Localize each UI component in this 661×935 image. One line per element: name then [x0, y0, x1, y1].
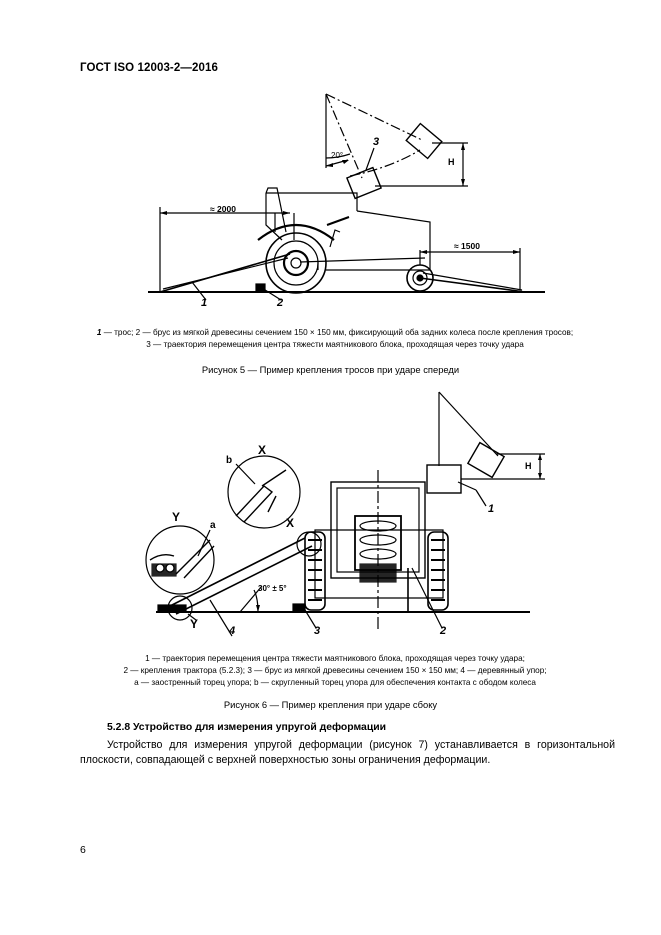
- fig6-callout-2: 2: [440, 625, 447, 637]
- fig6-callout-1: 1: [488, 503, 495, 515]
- fig5-height-label: H: [448, 157, 455, 167]
- fig6-legend-line1: 1 — траектория перемещения центра тяжести маятникового блока, проходящая через точку удара;: [145, 654, 525, 663]
- fig6-legend-line3: a — заостренный торец упора; b — скругленный торец упора для обеспечения контакта с ободом колеса: [134, 678, 536, 687]
- section-heading: 5.2.8 Устройство для измерения упругой деформации: [107, 722, 386, 733]
- document-header: ГОСТ ISO 12003-2—2016: [80, 62, 218, 74]
- fig5-callout-3: 3: [373, 136, 380, 148]
- section-paragraph: Устройство для измерения упругой деформации (рисунок 7) устанавливается в горизонтальной плоскости, совпадающей с верхней поверхностью зоны ограничения деформации.: [80, 739, 615, 766]
- fig6-detail-a: a: [210, 520, 216, 531]
- fig6-callout-4: 4: [229, 625, 236, 637]
- page-number: 6: [80, 844, 86, 856]
- fig6-height-label: H: [525, 461, 532, 471]
- fig6-marker-Y: Y: [190, 617, 199, 631]
- fig6-angle: 30° ± 5°: [258, 584, 287, 593]
- fig5-angle: 20°: [331, 151, 344, 160]
- fig5-callout-2: 2: [277, 297, 284, 309]
- fig5-dim-2000: ≈ 2000: [210, 204, 236, 214]
- fig6-callout-3: 3: [314, 625, 321, 637]
- fig5-legend-line1: — трос; 2 — брус из мягкой древесины сечением 150 × 150 мм, фиксирующий оба задних колеса после крепления тросов;: [101, 328, 574, 337]
- fig5-callout-1: 1: [201, 297, 208, 309]
- fig6-caption: Рисунок 6 — Пример крепления при ударе сбоку: [223, 699, 438, 710]
- fig6-legend-line2: 2 — крепления трактора (5.2.3); 3 — брус из мягкой древесины сечением 150 × 150 мм; 4 — деревянный упор;: [123, 666, 547, 675]
- fig6-detail-Y: Y: [172, 510, 181, 524]
- fig6-detail-X: X: [258, 443, 267, 457]
- fig6-legend: [40, 653, 630, 689]
- fig6-marker-X: X: [286, 516, 295, 530]
- fig5-legend-line2: 3 — траектория перемещения центра тяжести маятникового блока, проходящая через точку удара: [146, 340, 524, 349]
- fig5-dim-1500: ≈ 1500: [454, 241, 480, 251]
- fig6-detail-b: b: [226, 455, 233, 466]
- fig5-caption: Рисунок 5 — Пример крепления тросов при ударе спереди: [201, 364, 460, 375]
- fig5-legend-num: 1: [96, 328, 102, 337]
